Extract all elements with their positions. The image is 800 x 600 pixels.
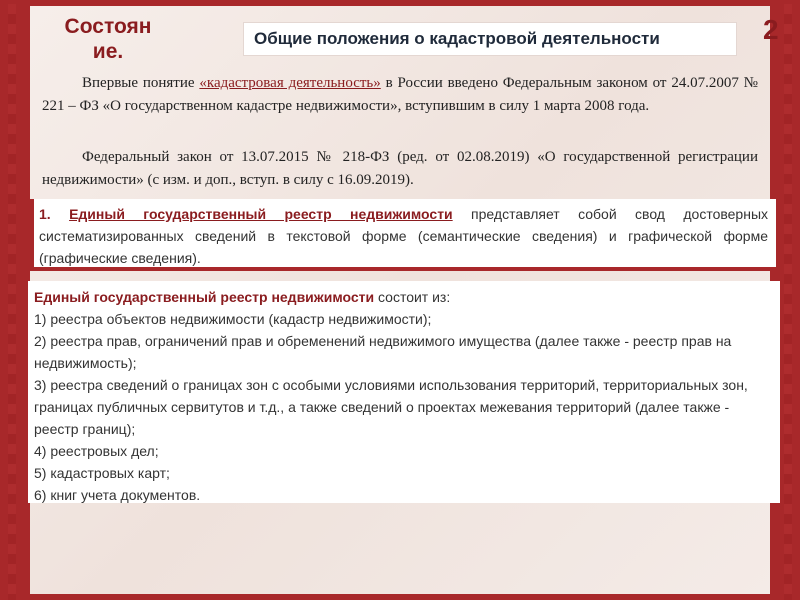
definition-text: представляет собой свод достоверных систематизированных сведений в текстовой форме (семантические сведения) и графической форме (графические сведения). [39, 206, 769, 266]
list-item: 1) реестра объектов недвижимости (кадастр недвижимости); [34, 311, 432, 327]
list-item: 2) реестра прав, ограничений прав и обременений недвижимого имущества (далее также - реестр прав на недвижимость); [34, 333, 732, 371]
slide-number: 2 [763, 14, 779, 45]
definition-box [30, 199, 776, 271]
list-item: 4) реестровых дел; [34, 443, 159, 459]
list-item: 3) реестра сведений о границах зон с особыми условиями использования территорий, территориальных зон, границах публичных сервитутов и т.д., а также сведений о проектах межевания территорий (далее также - реестр границ); [34, 377, 748, 437]
composition-intro [34, 286, 772, 308]
status-label: Состоян ие. [64, 15, 152, 63]
composition-intro-term: Единый государственный реестр недвижимости [34, 289, 375, 305]
intro-paragraph-before: Впервые понятие [82, 75, 200, 91]
intro-paragraph-after: в России введено Федеральным законом от 24.07.2007 № 221 – ФЗ «О государственном кадастре недвижимости», вступившим в силу 1 марта 2008 года. [42, 75, 758, 114]
slide-title: Общие положения о кадастровой деятельности [243, 22, 737, 56]
definition-number: 1. [39, 206, 51, 222]
federal-law-paragraph: Федеральный закон от 13.07.2015 № 218-ФЗ (ред. от 02.08.2019) «О государственной регистрации недвижимости» (с изм. и доп., вступ. в силу с 16.09.2019). [42, 149, 758, 188]
composition-intro-rest: состоит из: [374, 289, 451, 305]
egrn-term: Единый государственный реестр недвижимости [69, 206, 453, 222]
list-item: 6) книг учета документов. [34, 487, 201, 503]
composition-box [28, 281, 780, 503]
list-item: 5) кадастровых карт; [34, 465, 170, 481]
intro-paragraph [42, 72, 758, 118]
cadastral-activity-term: «кадастровая деятельность» [199, 75, 381, 91]
